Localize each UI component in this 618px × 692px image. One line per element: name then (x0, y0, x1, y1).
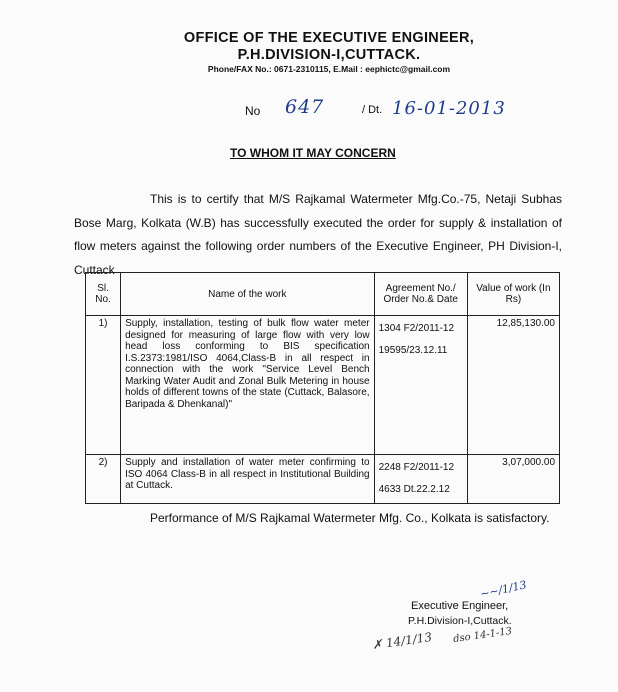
agreement-line: 1304 F2/2011-12 (378, 323, 455, 334)
handwritten-signature: dso 14-1-13 (452, 625, 513, 646)
row-sl: 2) (86, 455, 121, 504)
row-agreement (374, 316, 467, 455)
row-value: 12,85,130.00 (467, 316, 559, 455)
document-heading: TO WHOM IT MAY CONCERN (230, 146, 396, 160)
table-row (86, 316, 560, 455)
date-label: / Dt. (362, 104, 383, 116)
handwritten-signature: ✗ 14/1/13 (371, 629, 433, 653)
letter-number-handwritten: 647 (285, 96, 325, 118)
header-agreement: Agreement No./ Order No.& Date (374, 273, 467, 316)
agreement-line: 19595/23.12.11 (378, 345, 448, 356)
agreement-line: 2248 F2/2011-12 (378, 462, 455, 473)
header-value: Value of work (In Rs) (467, 273, 559, 316)
contact-line: Phone/FAX No.: 0671-2310115, E.Mail : eephictc@gmail.com (207, 64, 451, 74)
row-agreement (374, 455, 467, 504)
letter-number-label: No (245, 104, 261, 118)
works-table (85, 272, 560, 504)
agreement-line: 4633 Dt.22.2.12 (378, 484, 450, 495)
table-header-row (86, 273, 560, 316)
division-title: P.H.DIVISION-I,CUTTACK. (237, 47, 421, 63)
handwritten-initials: ~~/1/13 (479, 578, 528, 601)
office-title: OFFICE OF THE EXECUTIVE ENGINEER, (183, 30, 475, 46)
row-name: Supply and installation of water meter confirming to ISO 4064 Class-B in all respect in Institutional Building at Cuttack. (121, 455, 375, 504)
header-name: Name of the work (121, 273, 375, 316)
signature-title: Executive Engineer, (411, 600, 509, 612)
header-sl: Sl. No. (86, 273, 121, 316)
row-value: 3,07,000.00 (467, 455, 559, 504)
performance-paragraph: Performance of M/S Rajkamal Watermeter Mfg. Co., Kolkata is satisfactory. (150, 511, 550, 525)
row-sl: 1) (86, 316, 121, 455)
table-row (86, 455, 560, 504)
row-name: Supply, installation, testing of bulk flow water meter designed for measuring of large flow with very low head loss conforming to BIS specification I.S.2373:1981/ISO 4064,Class-B in all respect in connection with the work "Service Level Bench Marking Water Audit and Zonal Bulk Metering in house holds of different towns of the state (Cuttack, Balasore, Baripada & Dhenkanal)" (121, 316, 375, 455)
date-handwritten: 16-01-2013 (392, 98, 506, 119)
signature-office: P.H.Division-I,Cuttack. (408, 615, 512, 627)
intro-paragraph: This is to certify that M/S Rajkamal Watermeter Mfg.Co.-75, Netaji Subhas Bose Marg, Kolkata (W.B) has successfully executed the order for supply & installation of flow meters against the following order numbers of the Executive Engineer, PH Division-I, Cuttack (74, 192, 562, 277)
